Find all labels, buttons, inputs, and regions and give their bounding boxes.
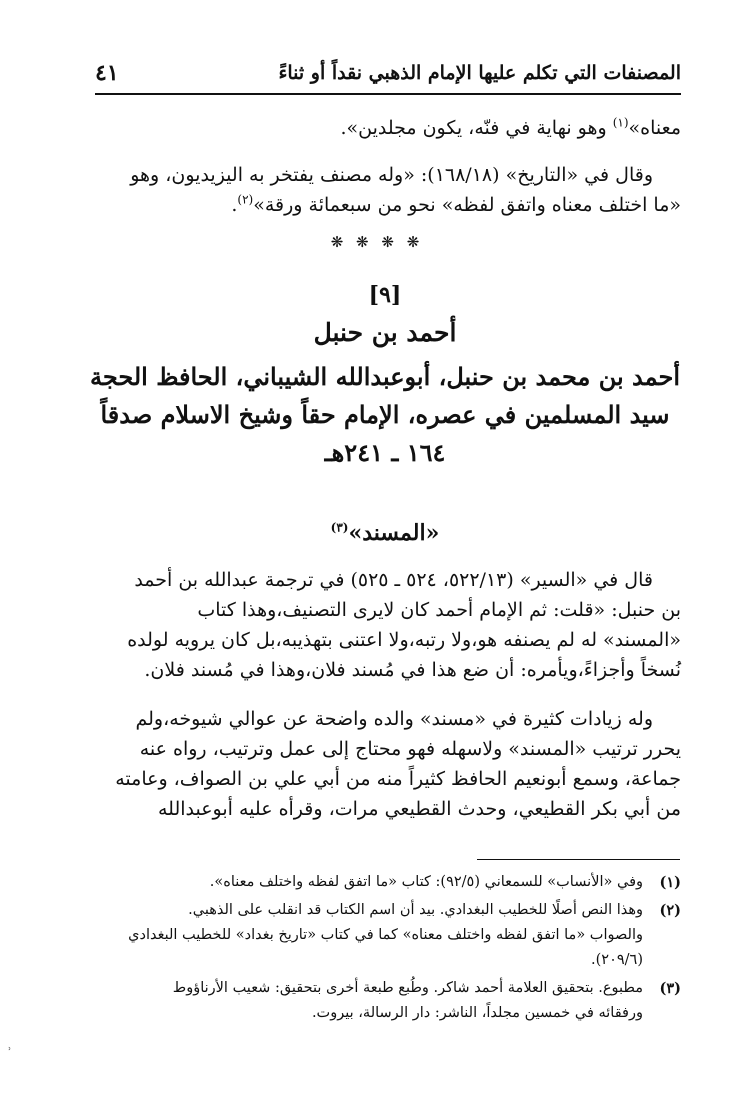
text-line: يحرر ترتيب «المسند» ولاسهله فهو محتاج إلى عمل وترتيب، رواه عنه bbox=[139, 738, 681, 760]
footnote-line: (٢٠٩/٦). bbox=[591, 952, 643, 968]
body-paragraph-2 bbox=[71, 704, 681, 824]
section-separator-ornament: ❋ ❋ ❋ ❋ bbox=[330, 233, 424, 251]
footnote-3 bbox=[69, 976, 681, 1026]
intro-paragraph-1 bbox=[71, 113, 681, 143]
body-paragraph-1 bbox=[71, 565, 681, 685]
page-number: ٤١ bbox=[95, 60, 119, 86]
footnote-1 bbox=[69, 870, 681, 895]
book-heading: «المسند»$^{(٣)}$ bbox=[330, 520, 440, 546]
page-header bbox=[95, 58, 681, 90]
footnote-line: ورفقائه في خمسين مجلداً، الناشر: دار الرسالة، بيروت. bbox=[311, 1005, 643, 1021]
text-line: معناه»$^{(١)}$ وهو نهاية في فنّه، يكون مجلدين». bbox=[340, 115, 681, 139]
running-title: المصنفات التي تكلم عليها الإمام الذهبي نقداً أو ثناءً bbox=[278, 62, 681, 84]
entry-number: [٩] bbox=[368, 282, 402, 308]
text-line: من أبي بكر القطيعي، وحدث القطيعي مرات، وقرأه عليه أبوعبدالله bbox=[157, 798, 681, 820]
entry-name: أحمد بن حنبل bbox=[313, 318, 457, 347]
footnote-line: مطبوع. بتحقيق العلامة أحمد شاكر. وطُبع طبعة أخرى بتحقيق: شعيب الأرناؤوط bbox=[172, 980, 643, 996]
text-line: جماعة، وسمع أبونعيم الحافظ كثيراً منه من أبي علي بن الصواف، وعامته bbox=[115, 768, 681, 790]
text-line: «المسند» له لم يصنفه هو،ولا رتبه،ولا اعتنى بتهذيبه،بل كان يرويه لولده bbox=[127, 629, 681, 651]
text-line: وله زيادات كثيرة في «مسند» والده واضحة عن عوالي شيوخه،ولم bbox=[135, 708, 653, 730]
header-rule bbox=[95, 93, 681, 95]
footnote-line: والصواب «ما اتفق لفظه واختلف معناه» كما في كتاب «تاريخ بغداد» للخطيب البغدادي bbox=[128, 927, 643, 943]
footnote-separator bbox=[477, 859, 680, 860]
text-line: «ما اختلف معناه واتفق لفظه» نحو من سبعمائة ورقة»$^{(٢)}$. bbox=[231, 192, 681, 216]
intro-paragraph-2 bbox=[71, 160, 681, 220]
entry-title-line: أحمد بن محمد بن حنبل، أبوعبدالله الشيباني، الحافظ الحجة bbox=[90, 362, 680, 391]
text-line: قال في «السير» (٥٢٢/١٣، ٥٢٤ ـ ٥٢٥) في ترجمة عبدالله بن أحمد bbox=[134, 569, 653, 591]
footnote-ref: (٣) bbox=[330, 520, 349, 535]
footnote-line: وفي «الأنساب» للسمعاني (٩٢/٥): كتاب «ما اتفق لفظه واختلف معناه». bbox=[209, 874, 643, 890]
scan-mark: ʾ bbox=[8, 1045, 12, 1059]
footnote-number: (٢) bbox=[659, 902, 681, 919]
text-line: وقال في «التاريخ» (١٦٨/١٨): «وله مصنف يفتخر به اليزيديون، وهو bbox=[130, 164, 653, 186]
footnote-line: وهذا النص أصلًا للخطيب البغدادي. بيد أن اسم الكتاب قد انقلب على الذهبي. bbox=[188, 902, 643, 918]
footnote-number: (٣) bbox=[659, 980, 681, 997]
footnote-ref: (١) bbox=[612, 115, 629, 130]
text-line: بن حنبل: «قلت: ثم الإمام أحمد كان لايرى التصنيف،وهذا كتاب bbox=[197, 599, 681, 621]
footnote-ref: (٢) bbox=[237, 192, 254, 207]
text-line: نُسخاً وأجزاءً،ويأمره: أن ضع هذا في مُسند فلان،وهذا في مُسند فلان. bbox=[144, 659, 681, 681]
footnote-2 bbox=[69, 898, 681, 973]
entry-years: ١٦٤ ـ ٢٤١هـ bbox=[324, 438, 446, 467]
entry-title-line: سيد المسلمين في عصره، الإمام حقاً وشيخ الاسلام صدقاً bbox=[100, 400, 670, 429]
footnote-number: (١) bbox=[659, 874, 681, 891]
